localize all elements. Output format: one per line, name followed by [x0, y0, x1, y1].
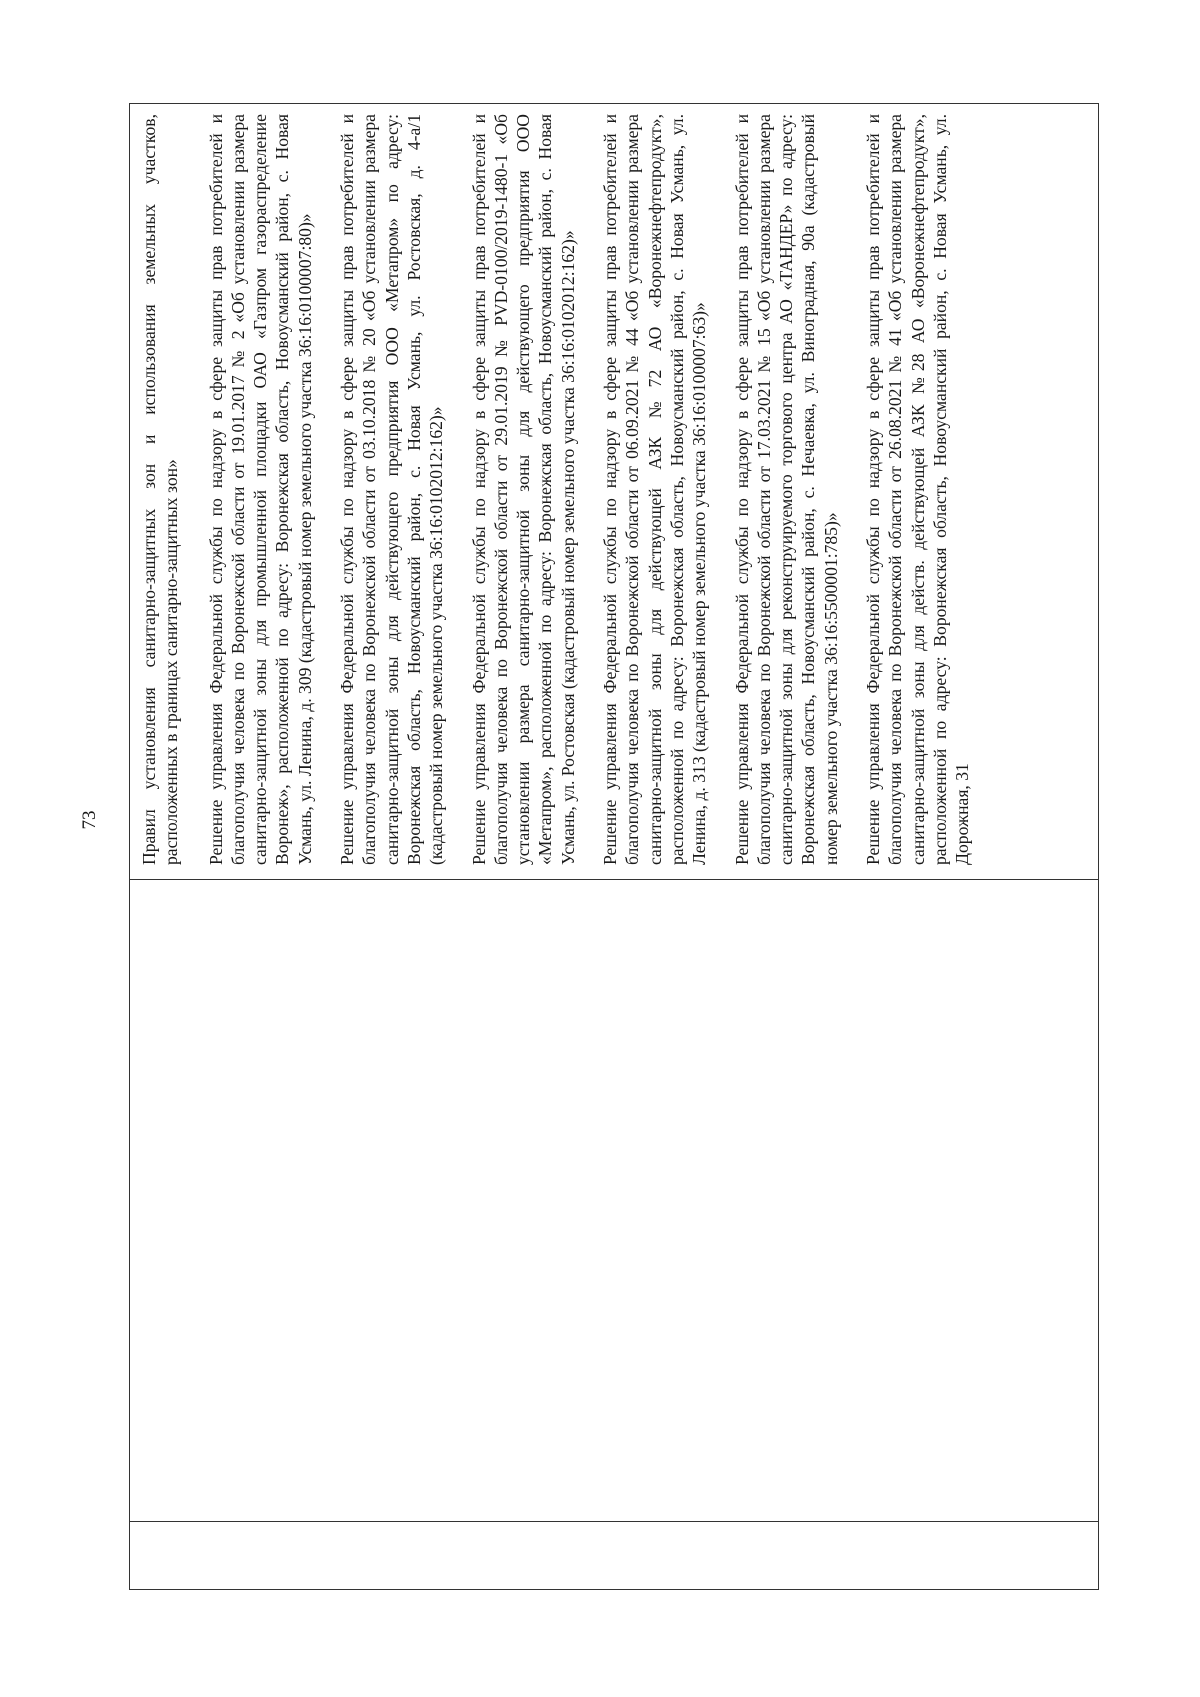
regulation-paragraph: Решение управления Федеральной службы по надзору в сфере защиты прав потребителей и благополучия человека по Воронежской области от 17.03.2021 № 15 «Об установлении размера санитарно-защитной зоны для реконструируемого торгового центра АО «ТАНДЕР» по адресу: Воронежская область, Новоусманский район, с. Нечаевка, ул. Виноградная, 90а (кадастровый номер земельного участка 36:16:5500001:785)»	[731, 114, 841, 865]
regulations-text	[130, 104, 1098, 879]
rotated-table-container	[129, 103, 1099, 1590]
page-number: 73	[79, 810, 100, 830]
regulation-paragraph: Решение управления Федеральной службы по надзору в сфере защиты прав потребителей и благополучия человека по Воронежской области от 06.09.2021 № 44 «Об установлении размера санитарно-защитной зоны для действующей АЗК №72 АО «Воронежнефтепродукт», расположенной по адресу: Воронежская область, Новоусманский район, с. Новая Усмань, ул. Ленина, д. 313 (кадастровый номер земельного участка 36:16:0100007:63)»	[600, 114, 710, 865]
regulation-paragraph: Решение управления Федеральной службы по надзору в сфере защиты прав потребителей и благополучия человека по Воронежской области от 19.01.2017 № 2 «Об установлении размера санитарно-защитной зоны для промышленной площадки ОАО «Газпром газораспределение Воронеж», расположенной по адресу: Воронежская область, Новоусманский район, с. Новая Усмань, ул. Ленина, д. 309 (кадастровый номер земельного участка 36:16:0100007:80)»	[205, 114, 315, 865]
regulation-paragraph: Правил установления санитарно-защитных зон и использования земельных участков, расположенных в границах санитарно-защитных зон»	[139, 114, 182, 865]
table-cell-empty-narrow	[130, 1522, 1099, 1590]
table-cell-regulations	[130, 104, 1099, 880]
regulation-paragraph: Решение управления Федеральной службы по надзору в сфере защиты прав потребителей и благополучия человека по Воронежской области от 03.10.2018 № 20 «Об установлении размера санитарно-защитной зоны для действующего предприятия ООО «Метапром» по адресу: Воронежская область, Новоусманский район, с. Новая Усмань, ул. Ростовская, д. 4-а/1 (кадастровый номер земельного участка 36:16:0102012:162)»	[337, 114, 447, 865]
table-row	[130, 104, 1099, 1590]
regulation-paragraph: Решение управления Федеральной службы по надзору в сфере защиты прав потребителей и благополучия человека по Воронежской области от 26.08.2021 № 41 «Об установлении размера санитарно-защитной зоны для действ. действующей АЗК №28 АО «Воронежнефтепродукт», расположенной по адресу: Воронежская область, Новоусманский район, с. Новая Усмань, ул. Дорожная, 31	[863, 114, 973, 865]
document-table	[129, 103, 1099, 1590]
regulation-paragraph: Решение управления Федеральной службы по надзору в сфере защиты прав потребителей и благополучия человека по Воронежской области от 29.01.2019 № PVD-0100/2019-1480-1 «Об установлении размера санитарно-защитной зоны для действующего предприятия ООО «Метапром», расположенной по адресу: Воронежская область, Новоусманский район, с. Новая Усмань, ул. Ростовская (кадастровый номер земельного участка 36:16:0102012:162)»	[468, 114, 578, 865]
table-cell-empty-wide	[130, 880, 1099, 1522]
